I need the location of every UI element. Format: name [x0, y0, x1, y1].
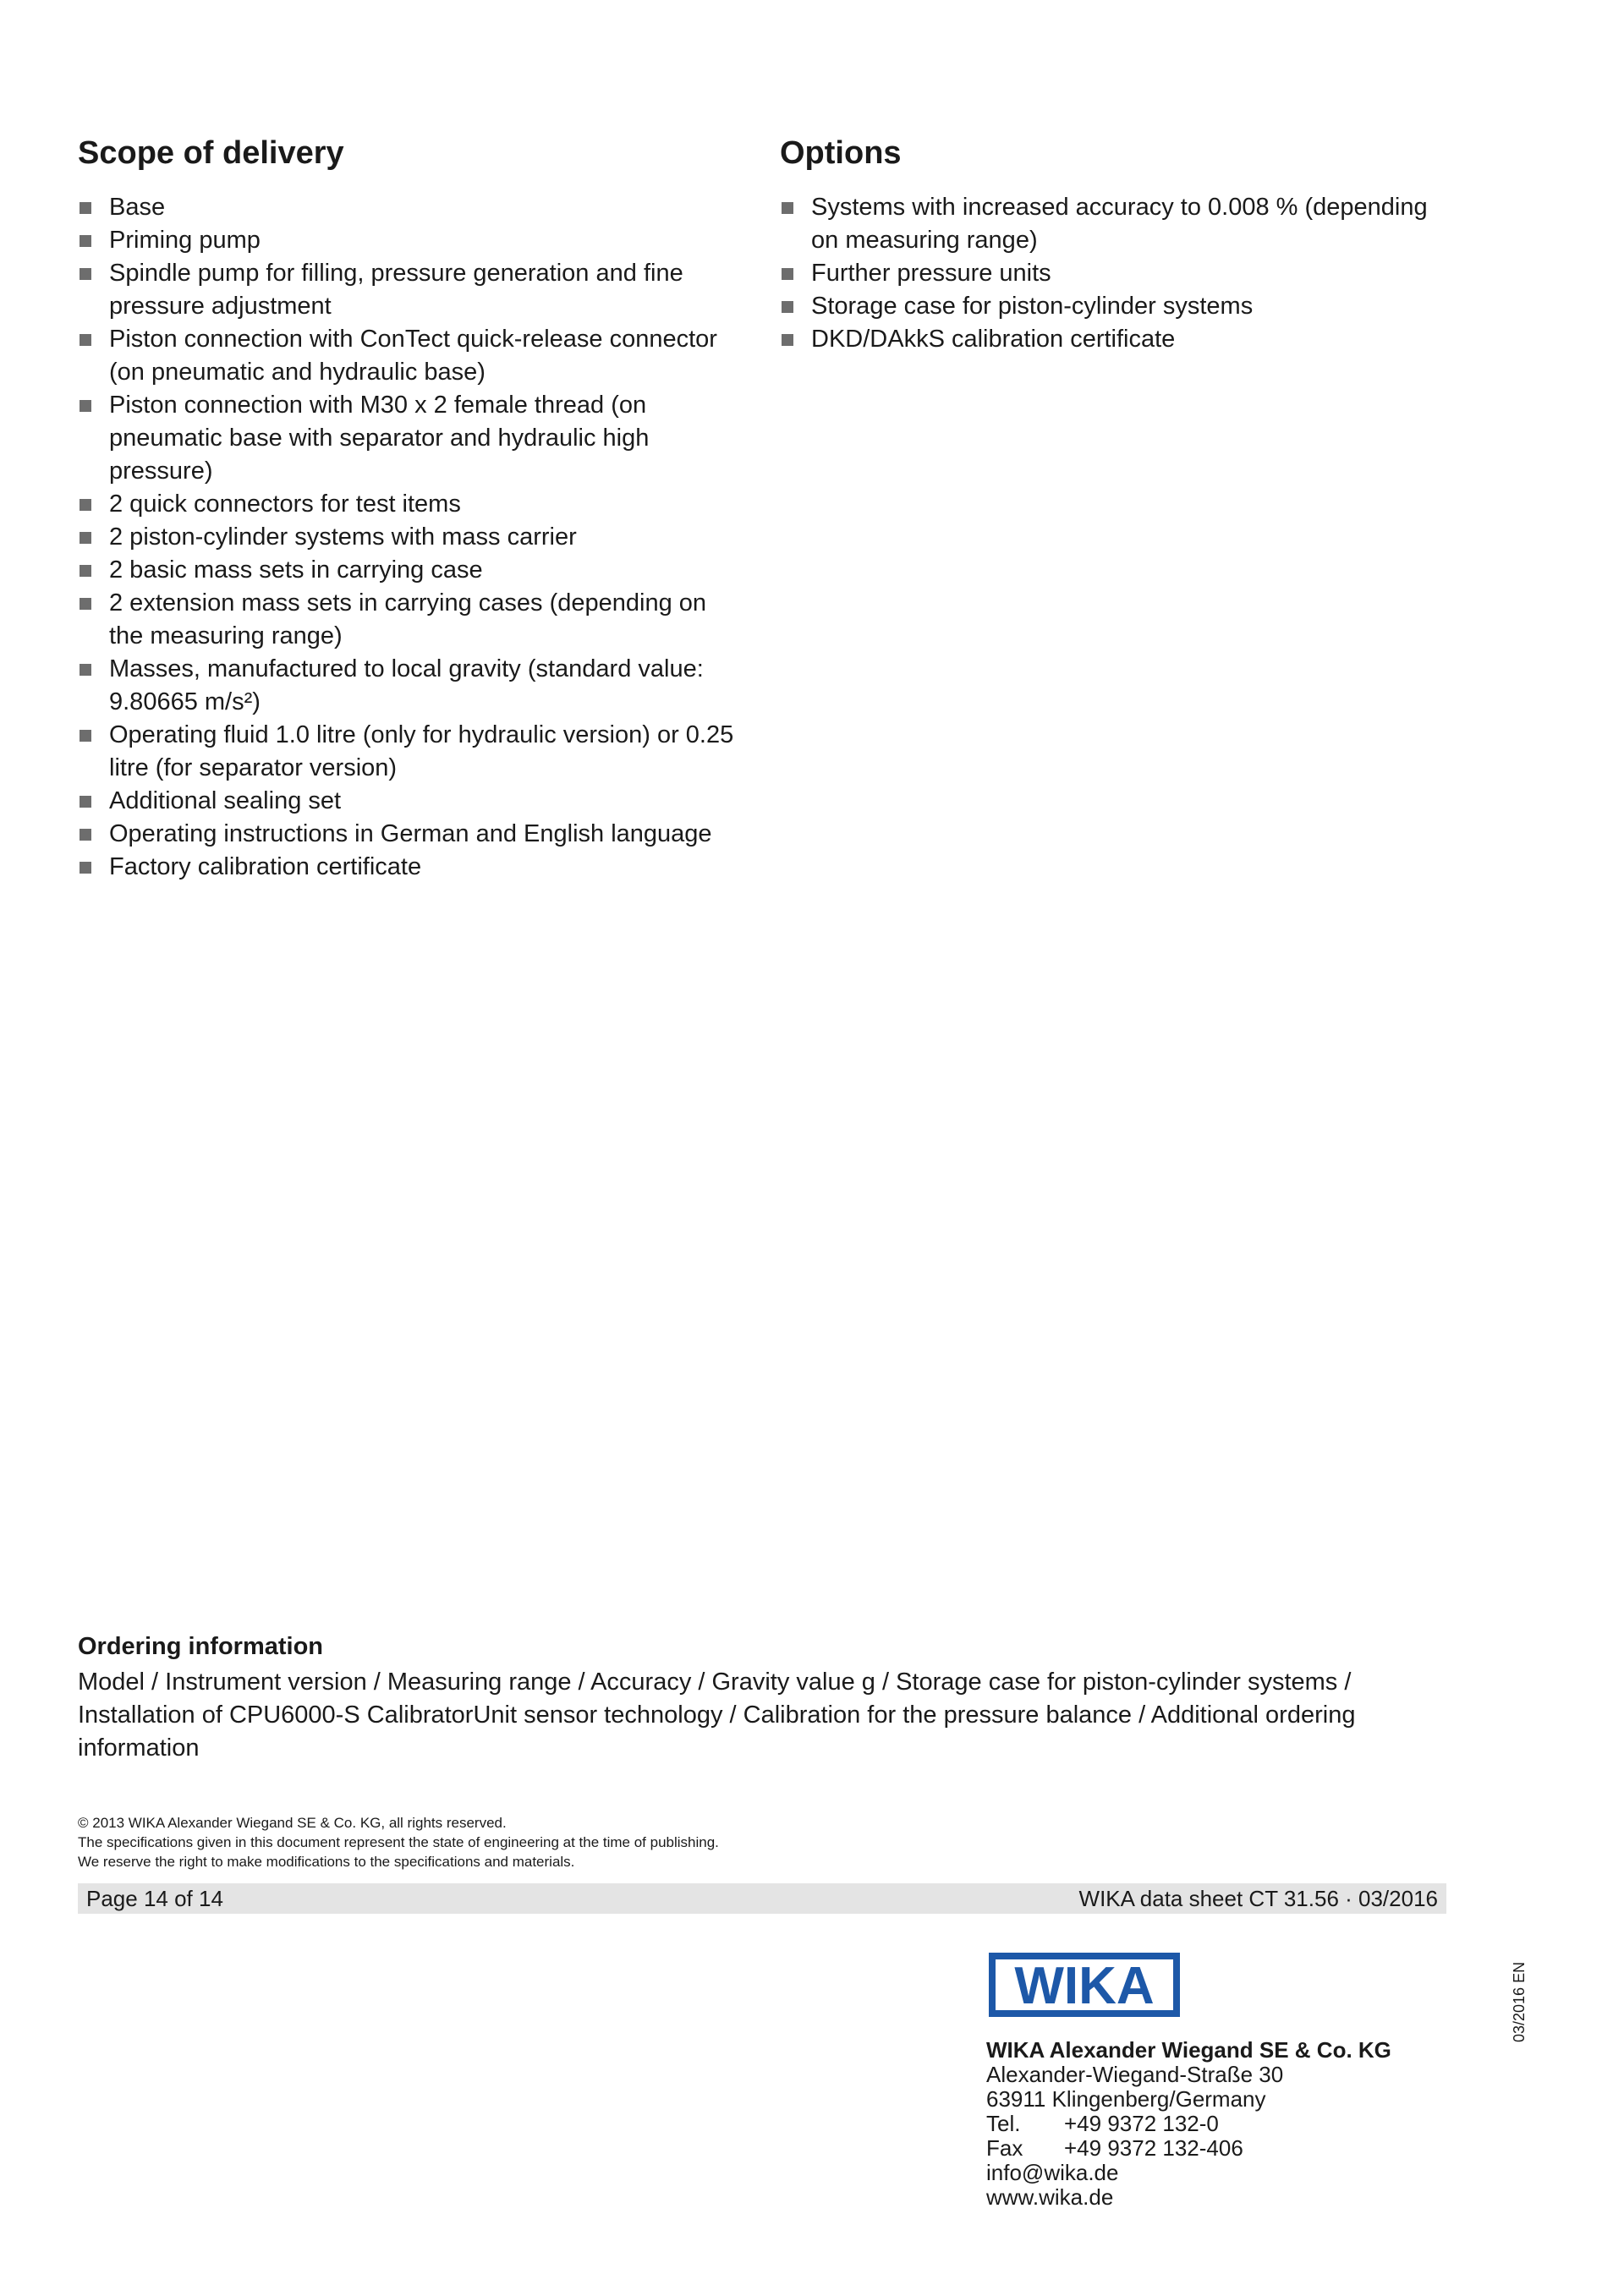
side-date-label: 03/2016 EN [1511, 1961, 1528, 2042]
scope-of-delivery-section [78, 134, 746, 884]
fax-value: +49 9372 132-406 [1064, 2135, 1243, 2161]
options-item: Systems with increased accuracy to 0.008 % (depending on measuring range) [780, 191, 1448, 257]
scope-item: Factory calibration certificate [78, 851, 746, 884]
scope-title: Scope of delivery [78, 135, 344, 171]
scope-item: 2 extension mass sets in carrying cases (depending on the measuring range) [78, 587, 746, 653]
scope-item: 2 quick connectors for test items [78, 488, 746, 521]
company-street: Alexander-Wiegand-Straße 30 [986, 2062, 1284, 2087]
options-title: Options [780, 135, 902, 171]
wika-logo [987, 1951, 1182, 2019]
scope-item: 2 piston-cylinder systems with mass carrier [78, 521, 746, 554]
scope-item: Additional sealing set [78, 785, 746, 818]
options-section [780, 134, 1448, 356]
company-fax [986, 2136, 1391, 2161]
company-email[interactable]: info@wika.de [986, 2160, 1119, 2185]
legal-line: © 2013 WIKA Alexander Wiegand SE & Co. KG, all rights reserved. [78, 1815, 507, 1831]
tel-label: Tel. [986, 2111, 1021, 2136]
scope-item: Operating fluid 1.0 litre (only for hydraulic version) or 0.25 litre (for separator version) [78, 719, 746, 785]
options-item: DKD/DAkkS calibration certificate [780, 323, 1448, 356]
wika-logo-text: WIKA [1014, 1957, 1155, 2015]
scope-item: 2 basic mass sets in carrying case [78, 554, 746, 587]
ordering-title: Ordering information [78, 1633, 323, 1660]
scope-list [78, 191, 746, 884]
scope-item: Piston connection with ConTect quick-release connector (on pneumatic and hydraulic base) [78, 323, 746, 389]
options-item: Storage case for piston-cylinder systems [780, 290, 1448, 323]
scope-item: Priming pump [78, 224, 746, 257]
page-number: Page 14 of 14 [86, 1886, 223, 1911]
company-tel [986, 2112, 1391, 2136]
scope-item: Base [78, 191, 746, 224]
ordering-information [78, 1630, 1448, 1765]
data-sheet-reference: WIKA data sheet CT 31.56 · 03/2016 [1078, 1886, 1438, 1911]
ordering-text: Model / Instrument version / Measuring range / Accuracy / Gravity value g / Storage case for piston-cylinder systems / Installation of CPU6000-S CalibratorUnit sensor technology / Calibration for the pressure balance / Additional ordering information [78, 1669, 1356, 1762]
legal-line: We reserve the right to make modifications to the specifications and materials. [78, 1854, 575, 1870]
company-city: 63911 Klingenberg/Germany [986, 2086, 1266, 2112]
scope-item: Piston connection with M30 x 2 female thread (on pneumatic base with separator and hydraulic high pressure) [78, 389, 746, 488]
company-website[interactable]: www.wika.de [986, 2184, 1114, 2210]
company-address [986, 2038, 1391, 2210]
options-item: Further pressure units [780, 257, 1448, 290]
scope-item: Masses, manufactured to local gravity (standard value: 9.80665 m/s²) [78, 653, 746, 719]
footer-bar [78, 1883, 1446, 1914]
legal-notice [78, 1813, 1093, 1871]
options-list [780, 191, 1448, 356]
legal-line: The specifications given in this document represent the state of engineering at the time of publishing. [78, 1834, 719, 1850]
scope-item: Spindle pump for filling, pressure generation and fine pressure adjustment [78, 257, 746, 323]
scope-item: Operating instructions in German and English language [78, 818, 746, 851]
company-name: WIKA Alexander Wiegand SE & Co. KG [986, 2037, 1391, 2063]
fax-label: Fax [986, 2135, 1023, 2161]
tel-value: +49 9372 132-0 [1064, 2111, 1219, 2136]
